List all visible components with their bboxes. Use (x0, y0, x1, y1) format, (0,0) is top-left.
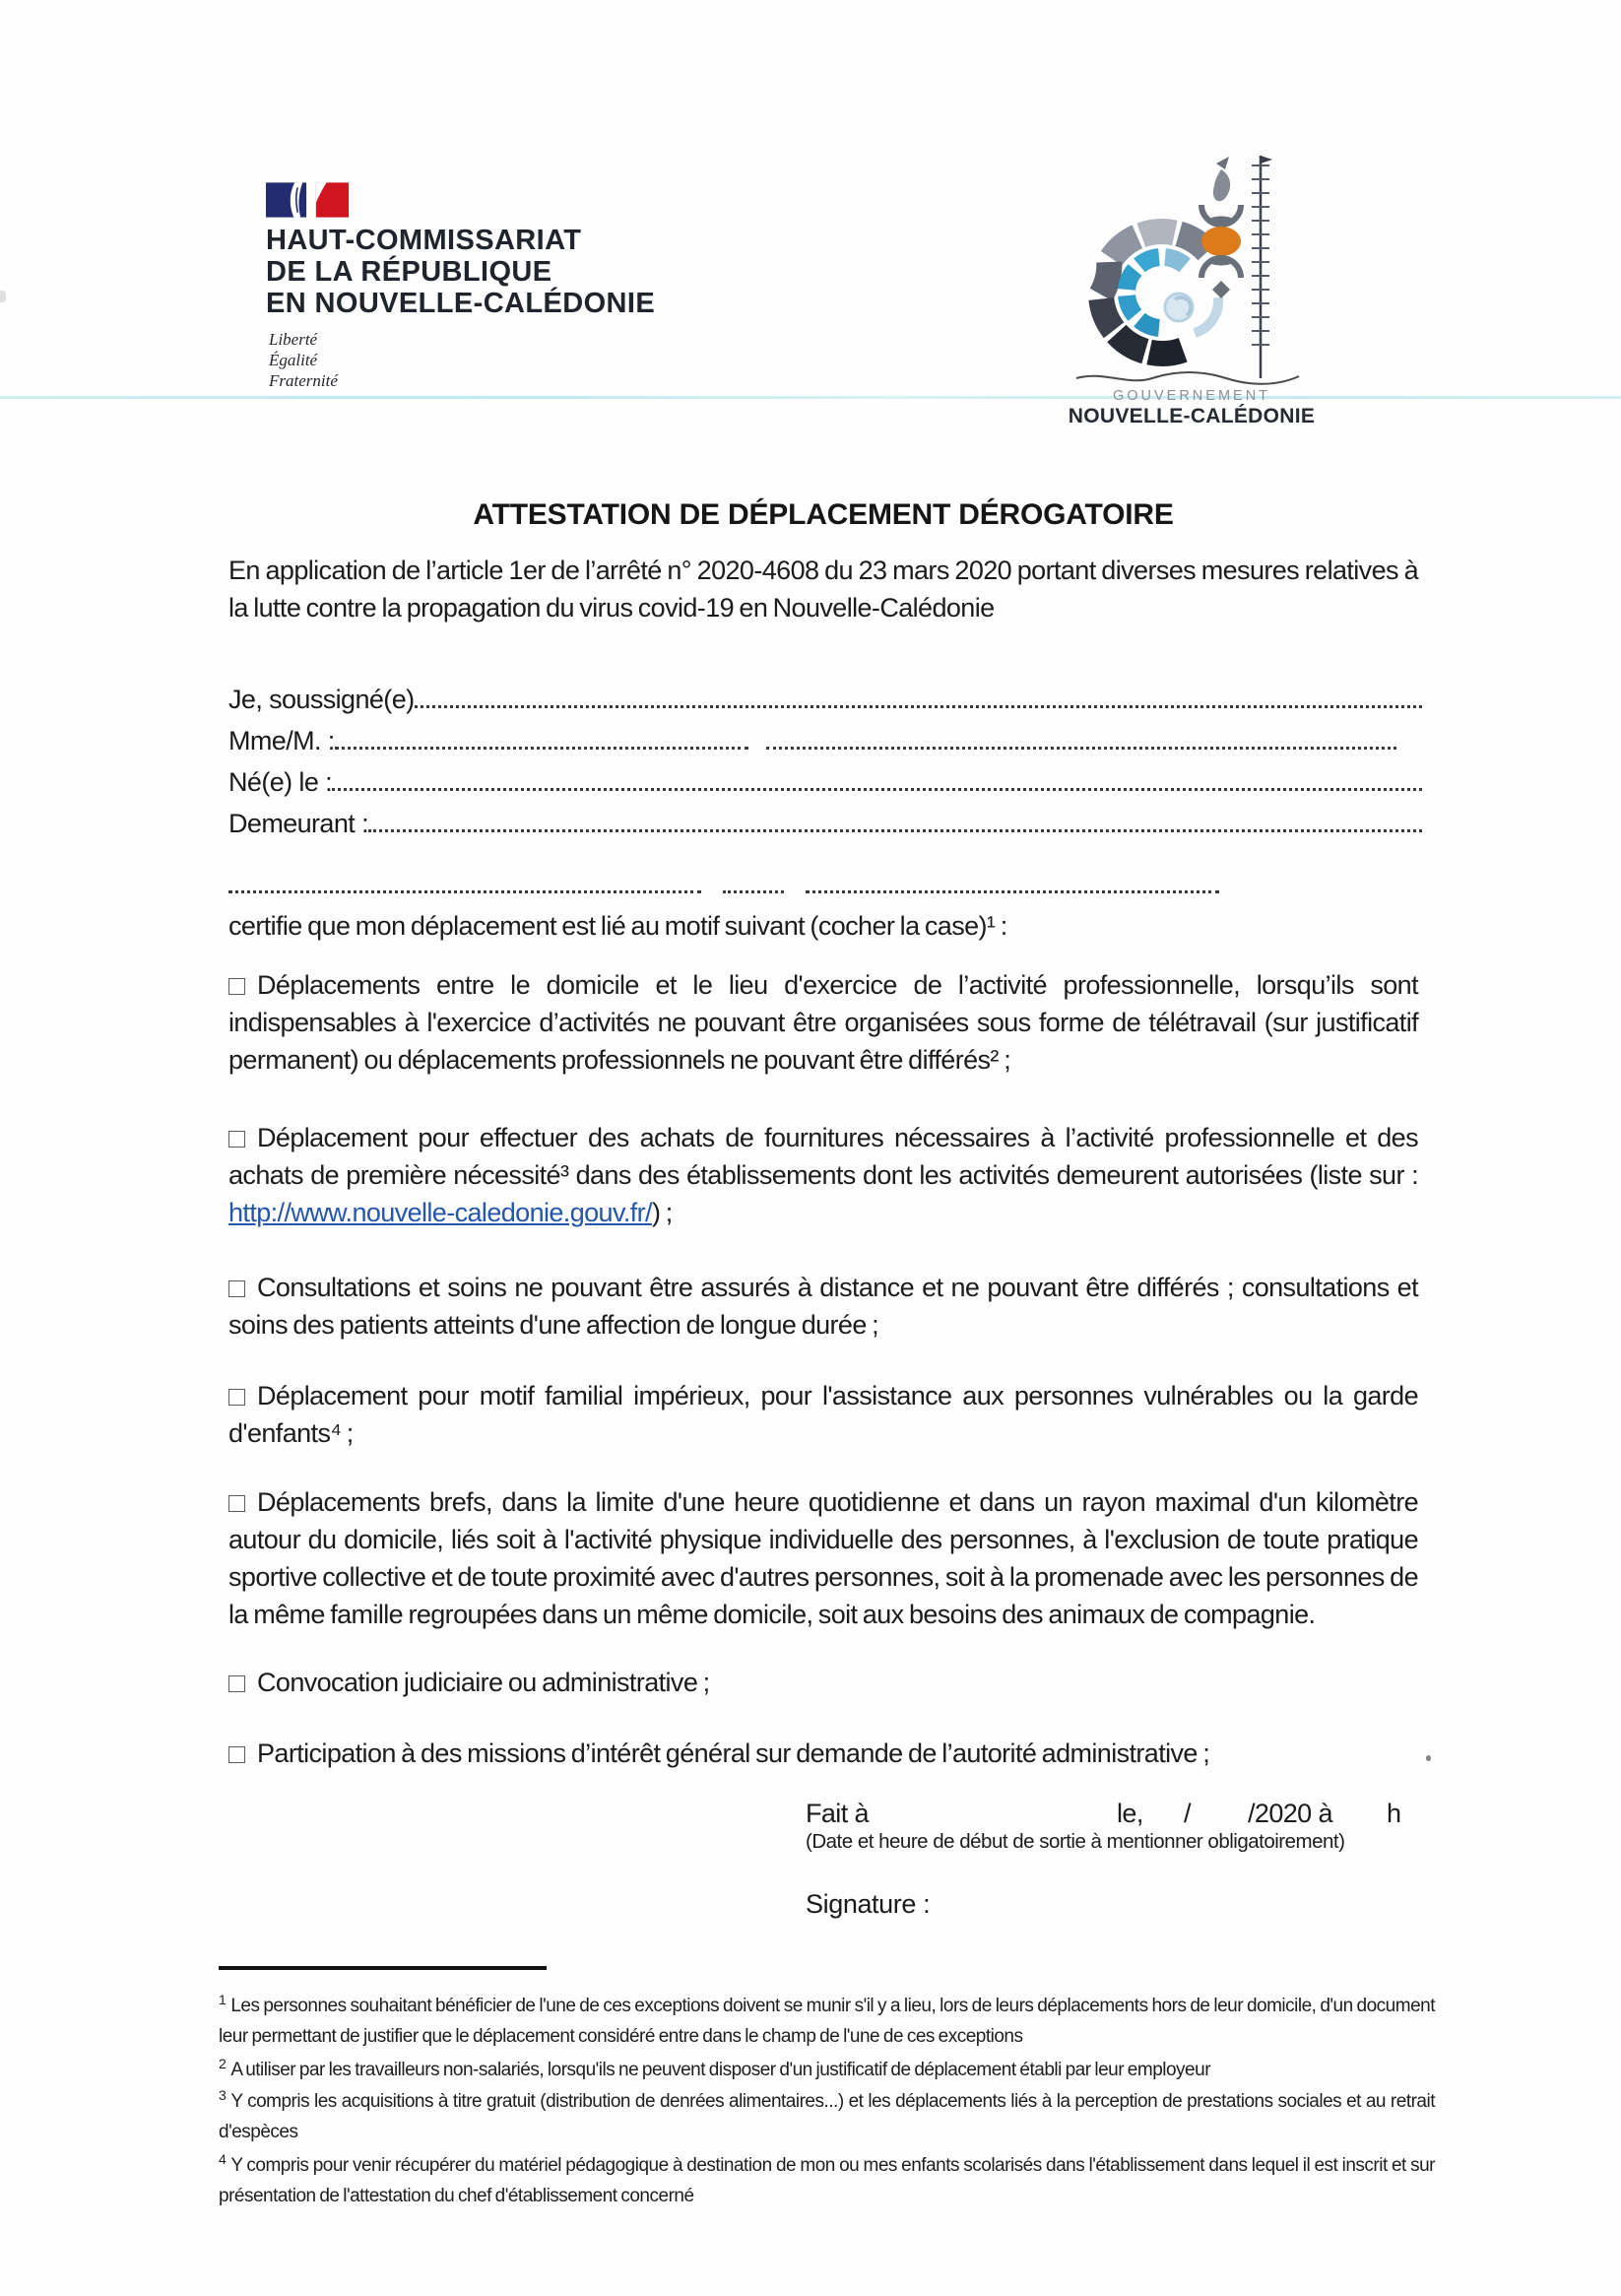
footnote-4 (219, 2150, 1435, 2211)
document-title: ATTESTATION DE DÉPLACEMENT DÉROGATOIRE (473, 498, 1174, 531)
motif-item-travail (228, 966, 1418, 1079)
field-label-soussigne: Je, soussigné(e) (228, 685, 415, 714)
dotted-field-line (332, 788, 1422, 791)
footnote-text: Les personnes souhaitant bénéficier de l'une de ces exceptions doivent se munir s'il y a lieu, lors de leurs déplacements hors de leur domicile, d'un document leur permettant de justifier que le déplacement considéré entre dans le champ de l'une de ces exceptions (219, 1996, 1435, 2047)
motif-text: Participation à des missions d’intérêt général sur demande de l’autorité administrative ; (257, 1738, 1210, 1768)
dotted-field-line (806, 890, 1219, 893)
motif-text: ) ; (651, 1198, 673, 1227)
motif-text: Consultations et soins ne pouvant être assurés à distance et ne pouvant être différés ; consultations et soins des patients atteints d'une affection de longue durée ; (228, 1273, 1418, 1340)
checkbox-icon[interactable] (228, 1389, 245, 1406)
form-row-birthdate (228, 760, 1422, 800)
motif-text: Déplacement pour motif familial impérieux, pour l'assistance aux personnes vulnérables ou la garde d'enfants⁴ ; (228, 1381, 1418, 1448)
footnote-text: A utiliser par les travailleurs non-salariés, lorsqu'ils ne peuvent disposer d'un justificatif de déplacement établi par leur employeur (230, 2060, 1211, 2080)
form-row-name (228, 678, 1422, 717)
gov-label-bottom: NOUVELLE-CALÉDONIE (1068, 405, 1316, 427)
footnote-number: 4 (219, 2150, 227, 2167)
motto-line: Égalité (269, 351, 318, 369)
form-row-address-continued (228, 863, 1422, 902)
footnote-3 (219, 2086, 1435, 2147)
ministry-line: EN NOUVELLE-CALÉDONIE (266, 288, 656, 319)
le-label: le, (1117, 1799, 1143, 1828)
date-slash: / (1184, 1799, 1191, 1828)
footnote-1 (219, 1991, 1435, 2052)
motif-item-achats (228, 1119, 1418, 1231)
marianne-flag-icon (266, 181, 353, 219)
motif-item-mission (228, 1735, 1418, 1772)
dotted-field-line (228, 890, 701, 893)
checkbox-icon[interactable] (228, 1131, 245, 1148)
field-label-demeurant: Demeurant : (228, 809, 368, 838)
form-row-mme-m (228, 719, 1422, 758)
field-label-ne-le: Né(e) le : (228, 767, 333, 797)
footnote-text: Y compris les acquisitions à titre gratuit (distribution de denrées alimentaires...) et les déplacements liés à la perception de prestations sociales et au retrait d'espèces (219, 2091, 1435, 2142)
motif-text: Déplacements entre le domicile et le lieu d'exercice de l’activité professionnelle, lorsqu’ils sont indispensables à l'exercice d’activités ne pouvant être organisées sous forme de télétravail (sur justificatif permanent) ou déplacements professionnels ne pouvant être différés² ; (228, 970, 1418, 1075)
checkbox-icon[interactable] (228, 1675, 245, 1692)
year-label: /2020 à (1248, 1799, 1332, 1828)
motif-item-deplacement-bref (228, 1483, 1418, 1633)
motto-line: Fraternité (269, 371, 338, 390)
hour-label: h (1387, 1799, 1401, 1828)
field-label-mme-m: Mme/M. : (228, 726, 335, 755)
motif-text: Déplacement pour effectuer des achats de fournitures nécessaires à l’activité professionnelle et des achats de première nécessité³ dans des établissements dont les activités demeurent autorisées (liste sur : (228, 1123, 1418, 1190)
checkbox-icon[interactable] (228, 1280, 245, 1297)
ministry-title (266, 225, 655, 319)
footnote-2 (219, 2055, 1435, 2085)
checkbox-icon[interactable] (228, 978, 245, 995)
motif-text: Convocation judiciaire ou administrative ; (257, 1668, 710, 1697)
dotted-field-line (723, 890, 784, 893)
dotted-field-line (368, 829, 1422, 832)
footnote-number: 3 (219, 2086, 227, 2103)
fait-a-label: Fait à (806, 1799, 869, 1828)
nc-government-logo (1069, 150, 1305, 391)
ministry-line: HAUT-COMMISSARIAT (266, 225, 582, 256)
checkbox-icon[interactable] (228, 1495, 245, 1512)
scan-artifact-line (0, 396, 1621, 399)
checkbox-icon[interactable] (228, 1746, 245, 1763)
scan-artifact-smudge (0, 291, 6, 302)
form-row-address (228, 802, 1422, 841)
footnote-separator (219, 1966, 547, 1970)
date-note: (Date et heure de début de sortie à mentionner obligatoirement) (806, 1830, 1345, 1853)
footnote-number: 2 (219, 2055, 227, 2071)
dotted-field-line (766, 747, 1396, 750)
gov-label-top: GOUVERNEMENT (1112, 388, 1271, 404)
motif-item-sante (228, 1269, 1418, 1344)
scan-artifact-dot (1426, 1755, 1431, 1761)
intro-paragraph: En application de l’article 1er de l’arrêté n° 2020-4608 du 23 mars 2020 portant diverses mesures relatives à la lutte contre la propagation du virus covid-19 en Nouvelle-Calédonie (228, 556, 1418, 623)
footnote-number: 1 (219, 1991, 227, 2007)
motto-line: Liberté (269, 330, 318, 349)
signature-label: Signature : (806, 1889, 931, 1919)
motif-item-convocation (228, 1664, 1418, 1701)
ministry-line: DE LA RÉPUBLIQUE (266, 256, 552, 288)
motif-item-famille (228, 1377, 1418, 1452)
footnote-text: Y compris pour venir récupérer du matériel pédagogique à destination de mon ou mes enfants scolarisés dans l'établissement dans lequel il est inscrit et sur présentation de l'attestation du chef d'établissement concerné (219, 2155, 1435, 2206)
dotted-field-line (415, 705, 1423, 708)
certify-line: certifie que mon déplacement est lié au motif suivant (cocher la case)¹ : (228, 911, 1007, 941)
nouvelle-caledonie-gouv-link[interactable]: http://www.nouvelle-caledonie.gouv.fr/ (228, 1198, 652, 1227)
dotted-field-line (335, 747, 748, 750)
republic-motto (269, 329, 338, 391)
motif-text: Déplacements brefs, dans la limite d'une heure quotidienne et dans un rayon maximal d'un kilomètre autour du domicile, liés soit à l'activité physique individuelle des personnes, à l'exclusion de toute pratique sportive collective et de toute proximité avec d'autres personnes, soit à la promenade avec les personnes de la même famille regroupées dans un même domicile, soit aux besoins des animaux de compagnie. (228, 1487, 1418, 1629)
